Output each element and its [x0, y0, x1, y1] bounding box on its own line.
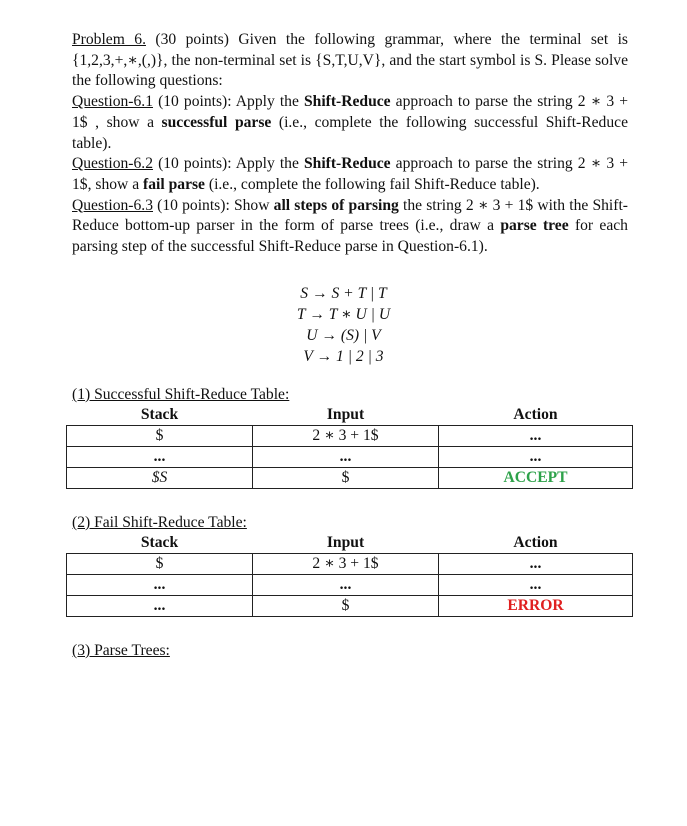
stack-cell: $ — [67, 426, 253, 447]
question-6-1-text: (i.e., complete the following successful Shift-Reduce table). — [72, 113, 628, 152]
grammar-rule: T → T ∗ U | U — [296, 306, 391, 323]
grammar-rule: V → 1 | 2 | 3 — [303, 348, 384, 365]
problem-statement — [72, 30, 628, 258]
question-6-2-emphasis: Shift-Reduce — [303, 155, 391, 173]
action-cell: ... — [439, 447, 633, 468]
stack-cell: ... — [67, 596, 253, 617]
fail-shift-reduce-table — [66, 533, 633, 617]
column-header-input: Input — [253, 405, 439, 426]
input-cell: 2 ∗ 3 + 1$ — [253, 554, 439, 575]
error-action-cell: ERROR — [439, 596, 633, 617]
table-row — [67, 596, 633, 617]
column-header-action: Action — [439, 533, 633, 554]
accept-action-cell: ACCEPT — [439, 468, 633, 489]
parse-trees-caption: (3) Parse Trees: — [72, 642, 170, 659]
table-row — [67, 447, 633, 468]
problem-intro — [72, 30, 628, 92]
question-6-3-text: the string 2 ∗ 3 + 1$ with the Shift-Reduce bottom-up parser in the form of parse trees (i.e., draw a — [72, 196, 628, 235]
question-6-1-text: approach to parse the string 2 ∗ 3 + 1$ , show a — [72, 93, 628, 131]
action-cell: ... — [439, 575, 633, 596]
column-header-input: Input — [253, 533, 439, 554]
question-6-1-label: Question-6.1 — [72, 93, 153, 111]
question-6-1-emphasis: Shift-Reduce — [303, 93, 391, 111]
question-6-1-emphasis: successful parse — [161, 113, 272, 131]
action-cell: ... — [439, 554, 633, 575]
question-6-2-text: (10 points): Apply the — [153, 155, 304, 173]
question-6-2-label: Question-6.2 — [72, 155, 153, 173]
question-6-2-emphasis: fail parse — [143, 175, 205, 193]
problem-title: Problem 6. — [72, 31, 146, 48]
action-cell: ... — [439, 426, 633, 447]
stack-cell: $ — [67, 554, 253, 575]
grammar-rules — [0, 283, 687, 367]
question-6-1-text: (10 points): Apply the — [153, 93, 304, 111]
table-row — [67, 554, 633, 575]
question-6-3 — [72, 196, 628, 258]
question-6-2 — [72, 154, 628, 195]
problem-intro-text: (30 points) Given the following grammar, where the terminal set is {1,2,3,+,∗,(,)}, the non-terminal set is {S,T,U,V}, and the start symbol is S. Please solve the following questions: — [72, 31, 628, 90]
table-row — [67, 426, 633, 447]
successful-shift-reduce-table — [66, 405, 633, 489]
table-row — [67, 468, 633, 489]
grammar-rule: U → (S) | V — [306, 327, 381, 344]
column-header-action: Action — [439, 405, 633, 426]
question-6-3-text: (10 points): Show — [153, 196, 274, 214]
stack-cell: ... — [67, 575, 253, 596]
input-cell: ... — [253, 575, 439, 596]
question-6-3-text: for each parsing step of the successful Shift-Reduce parse in Question-6.1). — [72, 217, 628, 256]
table-row — [67, 575, 633, 596]
successful-table-caption: (1) Successful Shift-Reduce Table: — [72, 386, 290, 403]
input-cell: 2 ∗ 3 + 1$ — [253, 426, 439, 447]
column-header-stack: Stack — [67, 533, 253, 554]
question-6-3-emphasis: all steps of parsing — [273, 196, 399, 214]
question-6-3-emphasis: parse tree — [500, 217, 569, 235]
column-header-stack: Stack — [67, 405, 253, 426]
input-cell: ... — [253, 447, 439, 468]
question-6-2-text: (i.e., complete the following fail Shift-Reduce table). — [204, 175, 540, 193]
input-cell: $ — [253, 596, 439, 617]
stack-cell: $S — [67, 468, 253, 489]
input-cell: $ — [253, 468, 439, 489]
grammar-rule: S → S + T | T — [300, 285, 387, 302]
question-6-2-text: approach to parse the string 2 ∗ 3 + 1$, show a — [72, 155, 628, 193]
question-6-1 — [72, 92, 628, 154]
question-6-3-label: Question-6.3 — [72, 196, 153, 214]
stack-cell: ... — [67, 447, 253, 468]
fail-table-caption: (2) Fail Shift-Reduce Table: — [72, 514, 247, 531]
